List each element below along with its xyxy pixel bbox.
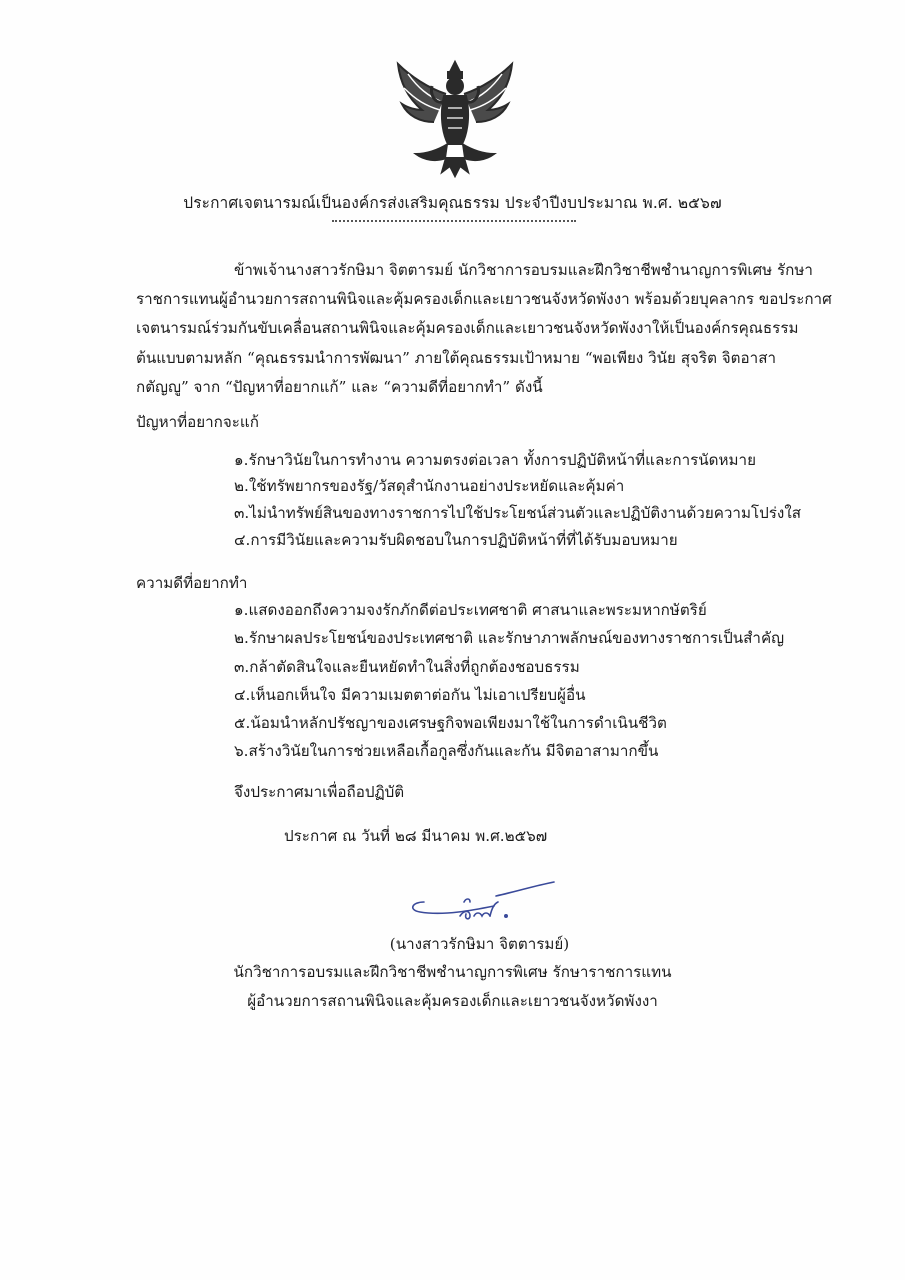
goodness-item: ๑.แสดงออกถึงความจงรักภักดีต่อประเทศชาติ ศาสนาและพระมหากษัตริย์ [234,601,707,619]
goodness-item: ๕.น้อมนำหลักปรัชญาของเศรษฐกิจพอเพียงมาใช้ในการดำเนินชีวิต [234,714,667,732]
goodness-item: ๒.รักษาผลประโยชน์ของประเทศชาติ และรักษาภาพลักษณ์ของทางราชการเป็นสำคัญ [234,629,785,647]
announcement-date: ประกาศ ณ วันที่ ๒๘ มีนาคม พ.ศ.๒๕๖๗ [284,827,548,845]
problem-item: ๓.ไม่นำทรัพย์สินของทางราชการไปใช้ประโยชน์ส่วนตัวและปฏิบัติงานด้วยความโปร่งใส [234,504,802,522]
document-title: ประกาศเจตนารมณ์เป็นองค์กรส่งเสริมคุณธรรม ประจำปีงบประมาณ พ.ศ. ๒๕๖๗ [183,194,722,212]
signature-icon [404,880,564,930]
goodness-item: ๖.สร้างวินัยในการช่วยเหลือเกื้อกูลซึ่งกันและกัน มีจิตอาสามากขึ้น [234,742,659,760]
goodness-heading: ความดีที่อยากทำ [136,574,248,592]
signer-name: (นางสาวรักษิมา จิตตารมย์) [389,935,570,953]
problems-heading: ปัญหาที่อยากจะแก้ [136,413,259,431]
title-divider [332,220,576,222]
signer-position: นักวิชาการอบรมและฝึกวิชาชีพชำนาญการพิเศษ รักษาราชการแทน [233,963,672,981]
problem-item: ๑.รักษาวินัยในการทำงาน ความตรงต่อเวลา ทั้งการปฏิบัติหน้าที่และการนัดหมาย [234,451,756,469]
intro-line: ต้นแบบตามหลัก “คุณธรรมนำการพัฒนา” ภายใต้คุณธรรมเป้าหมาย “พอเพียง วินัย สุจริต จิตอาสา [136,349,776,367]
intro-line: ราชการแทนผู้อำนวยการสถานพินิจและคุ้มครองเด็กและเยาวชนจังหวัดพังงา พร้อมด้วยบุคลากร ขอประกาศ [136,290,832,308]
goodness-item: ๓.กล้าตัดสินใจและยืนหยัดทำในสิ่งที่ถูกต้องชอบธรรม [234,658,580,676]
closing-statement: จึงประกาศมาเพื่อถือปฏิบัติ [234,783,405,801]
intro-line: เจตนารมณ์ร่วมกันขับเคลื่อนสถานพินิจและคุ้มครองเด็กและเยาวชนจังหวัดพังงาให้เป็นองค์กรคุณธรรม [136,319,799,337]
problem-item: ๒.ใช้ทรัพยากรของรัฐ/วัสดุสำนักงานอย่างประหยัดและคุ้มค่า [234,477,625,495]
goodness-item: ๔.เห็นอกเห็นใจ มีความเมตตาต่อกัน ไม่เอาเปรียบผู้อื่น [234,686,586,704]
intro-line: กตัญญู” จาก “ปัญหาที่อยากแก้” และ “ความดีที่อยากทำ” ดังนี้ [136,378,543,396]
signer-position: ผู้อำนวยการสถานพินิจและคุ้มครองเด็กและเยาวชนจังหวัดพังงา [247,992,658,1010]
problem-item: ๔.การมีวินัยและความรับผิดชอบในการปฏิบัติหน้าที่ที่ได้รับมอบหมาย [234,531,678,549]
intro-line: ข้าพเจ้านางสาวรักษิมา จิตตารมย์ นักวิชาการอบรมและฝึกวิชาชีพชำนาญการพิเศษ รักษา [234,261,813,279]
garuda-emblem-icon [388,58,522,178]
